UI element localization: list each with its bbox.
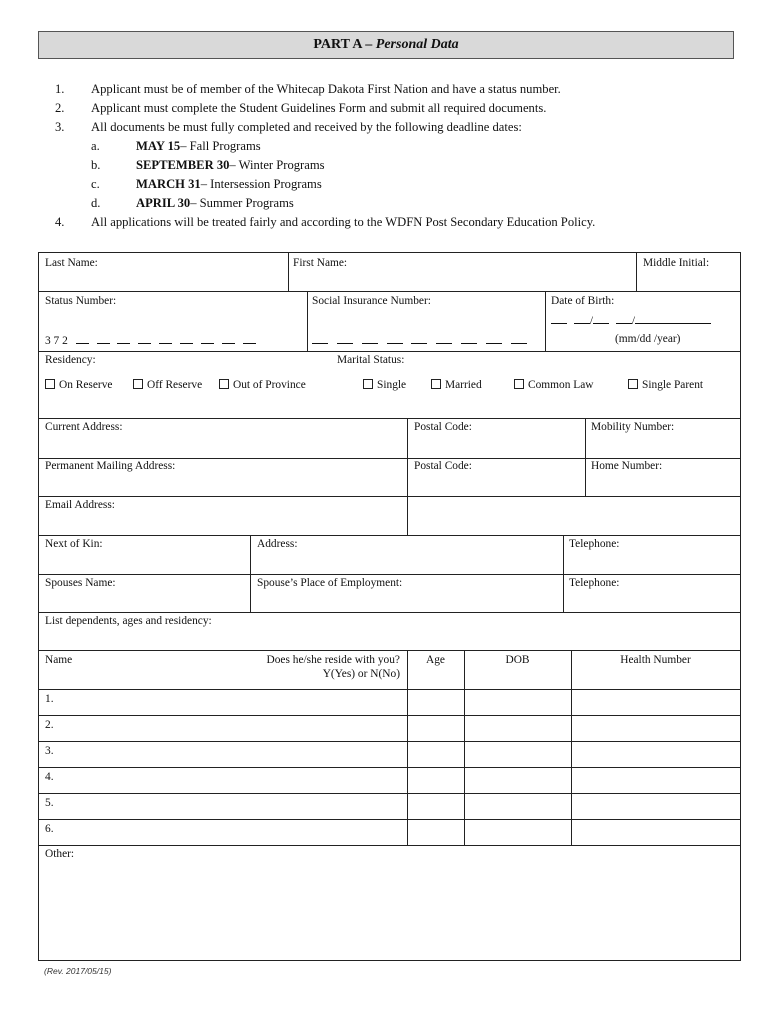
option-label: Out of Province: [233, 379, 306, 391]
row-divider: [39, 612, 740, 613]
dob-label: Date of Birth:: [551, 295, 615, 307]
sin-label: Social Insurance Number:: [312, 295, 431, 307]
row-divider: [39, 715, 740, 716]
revision-note: (Rev. 2017/05/15): [44, 966, 112, 976]
col-divider: [407, 418, 408, 535]
deadline-item: [55, 137, 735, 156]
dep-row-number: 4.: [45, 771, 54, 783]
permanent-address-label: Permanent Mailing Address:: [45, 460, 176, 472]
residency-out-of-province-option[interactable]: [219, 379, 306, 391]
checkbox-icon: [363, 379, 373, 389]
dob-separator: /: [631, 315, 636, 327]
dep-health-header: Health Number: [620, 654, 691, 666]
row-divider: [39, 819, 740, 820]
personal-data-form: [38, 252, 741, 961]
instruction-text: Applicant must complete the Student Guidelines Form and submit all required documents.: [91, 101, 547, 115]
row-divider: [39, 458, 740, 459]
instruction-text: All documents be must fully completed and received by the following deadline dates:: [91, 120, 522, 134]
dep-row-number: 6.: [45, 823, 54, 835]
col-divider: [464, 650, 465, 845]
deadline-letter: b.: [91, 158, 101, 172]
instruction-item: [55, 118, 735, 137]
col-divider: [545, 291, 546, 351]
checkbox-icon: [219, 379, 229, 389]
row-divider: [39, 291, 740, 292]
instruction-number: 4.: [55, 215, 65, 229]
deadline-item: [55, 175, 735, 194]
dob-format-hint: (mm/dd /year): [615, 333, 681, 345]
col-divider: [636, 253, 637, 291]
row-divider: [39, 793, 740, 794]
spouse-telephone-label: Telephone:: [569, 577, 620, 589]
part-a-header: [38, 31, 734, 59]
row-divider: [39, 689, 740, 690]
email-label: Email Address:: [45, 499, 115, 511]
kin-telephone-label: Telephone:: [569, 538, 620, 550]
status-number-field[interactable]: [45, 334, 256, 347]
row-divider: [39, 496, 740, 497]
row-divider: [39, 574, 740, 575]
home-number-label: Home Number:: [591, 460, 663, 472]
status-number-prefix: 3 7 2: [45, 335, 68, 347]
option-label: Off Reserve: [147, 379, 203, 391]
col-divider: [250, 535, 251, 612]
col-divider: [407, 650, 408, 845]
instruction-number: 2.: [55, 101, 65, 115]
residency-label: Residency:: [45, 354, 96, 366]
dep-row-number: 3.: [45, 745, 54, 757]
deadline-program: – Winter Programs: [229, 158, 325, 172]
marital-common-law-option[interactable]: [514, 379, 594, 391]
row-divider: [39, 767, 740, 768]
row-divider: [39, 741, 740, 742]
current-address-label: Current Address:: [45, 421, 123, 433]
checkbox-icon: [628, 379, 638, 389]
sin-field[interactable]: [312, 334, 527, 347]
first-name-label: First Name:: [293, 257, 348, 269]
dep-reside-header: Does he/she reside with you?: [266, 654, 400, 666]
checkbox-icon: [514, 379, 524, 389]
instruction-item: [55, 80, 735, 99]
deadline-item: [55, 194, 735, 213]
instructions-list: [55, 80, 735, 232]
deadline-letter: d.: [91, 196, 101, 210]
marital-married-option[interactable]: [431, 379, 482, 391]
middle-initial-label: Middle Initial:: [643, 257, 710, 269]
option-label: On Reserve: [59, 379, 113, 391]
col-divider: [307, 291, 308, 351]
mobility-number-label: Mobility Number:: [591, 421, 675, 433]
postal-code-label: Postal Code:: [414, 460, 472, 472]
deadline-letter: c.: [91, 177, 100, 191]
residency-off-reserve-option[interactable]: [133, 379, 202, 391]
deadline-date: APRIL 30: [136, 196, 191, 210]
checkbox-icon: [431, 379, 441, 389]
col-divider: [585, 418, 586, 496]
postal-code-label: Postal Code:: [414, 421, 472, 433]
spouse-name-label: Spouses Name:: [45, 577, 116, 589]
dep-row-number: 1.: [45, 693, 54, 705]
instruction-text: Applicant must be of member of the Whitecap Dakota First Nation and have a status number.: [91, 82, 561, 96]
option-label: Single: [377, 379, 407, 391]
deadline-item: [55, 156, 735, 175]
col-divider: [563, 535, 564, 612]
dep-name-header: Name: [45, 654, 73, 666]
row-divider: [39, 535, 740, 536]
last-name-label: Last Name:: [45, 257, 98, 269]
deadline-program: – Intersession Programs: [200, 177, 322, 191]
col-divider: [571, 650, 572, 845]
dep-row-number: 2.: [45, 719, 54, 731]
dep-age-header: Age: [426, 654, 445, 666]
status-number-label: Status Number:: [45, 295, 117, 307]
deadline-date: SEPTEMBER 30: [136, 158, 230, 172]
deadline-date: MAY 15: [136, 139, 181, 153]
instruction-text: All applications will be treated fairly and according to the WDFN Post Secondary Education Policy.: [91, 215, 596, 229]
kin-address-label: Address:: [257, 538, 298, 550]
checkbox-icon: [45, 379, 55, 389]
row-divider: [39, 650, 740, 651]
instruction-item: [55, 99, 735, 118]
option-label: Common Law: [528, 379, 594, 391]
dob-separator: /: [589, 315, 594, 327]
row-divider: [39, 418, 740, 419]
row-divider: [39, 351, 740, 352]
option-label: Married: [445, 379, 482, 391]
marital-single-option[interactable]: [363, 379, 406, 391]
dob-field[interactable]: [551, 314, 711, 327]
marital-single-parent-option[interactable]: [628, 379, 703, 391]
dep-row-number: 5.: [45, 797, 54, 809]
marital-status-label: Marital Status:: [337, 354, 405, 366]
option-label: Single Parent: [642, 379, 704, 391]
residency-on-reserve-option[interactable]: [45, 379, 112, 391]
other-label: Other:: [45, 848, 75, 860]
instruction-number: 1.: [55, 82, 65, 96]
spouse-employment-label: Spouse’s Place of Employment:: [257, 577, 403, 589]
header-title: PART A –: [313, 37, 373, 52]
row-divider: [39, 845, 740, 846]
header-subtitle: Personal Data: [375, 37, 459, 52]
next-of-kin-label: Next of Kin:: [45, 538, 103, 550]
deadline-program: – Summer Programs: [190, 196, 294, 210]
deadline-letter: a.: [91, 139, 100, 153]
deadline-date: MARCH 31: [136, 177, 201, 191]
checkbox-icon: [133, 379, 143, 389]
dep-reside-subheader: Y(Yes) or N(No): [322, 668, 400, 680]
deadline-program: – Fall Programs: [180, 139, 261, 153]
col-divider: [288, 253, 289, 291]
instruction-number: 3.: [55, 120, 65, 134]
dep-dob-header: DOB: [505, 654, 530, 666]
dependents-label: List dependents, ages and residency:: [45, 615, 212, 627]
instruction-item: [55, 213, 735, 232]
